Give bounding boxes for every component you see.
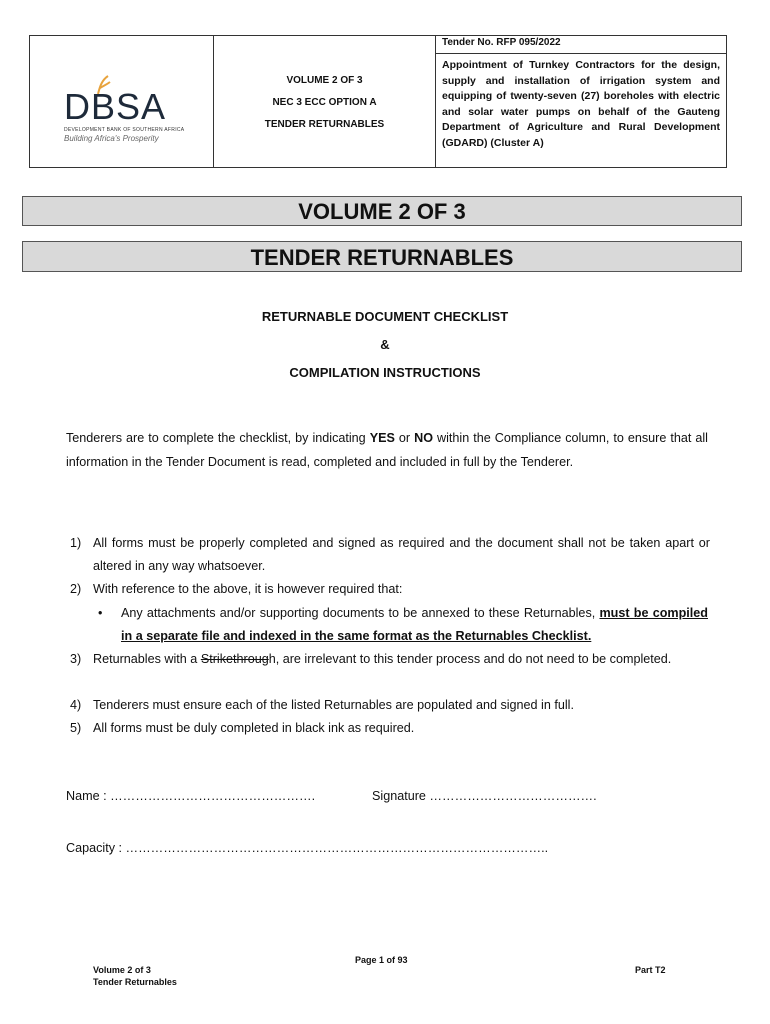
item-text: Tenderers must ensure each of the listed Returnables are populated and signed in full. <box>93 698 574 712</box>
tender-cell <box>436 36 726 167</box>
instruction-item <box>70 532 710 578</box>
logo-wordmark: DBSA <box>64 86 167 127</box>
intro-paragraph <box>66 426 708 474</box>
header-table <box>29 35 727 168</box>
checklist-heading: RETURNABLE DOCUMENT CHECKLIST <box>261 309 509 324</box>
item-text: With reference to the above, it is however required that: <box>93 582 403 596</box>
item-text: All forms must be properly completed and signed as required and the document shall not be taken apart or altered in any way whatsoever. <box>93 536 710 573</box>
bullet-emphasis: must be compiled in a separate file and indexed in the same format as the Returnables Checklist. <box>121 606 708 643</box>
instruction-item <box>70 694 710 717</box>
volume-banner: VOLUME 2 OF 3 <box>22 196 742 226</box>
item-number: 4) <box>70 698 82 712</box>
logo-tagline: Building Africa's Prosperity <box>64 134 159 143</box>
footer-section: Tender Returnables <box>93 977 177 987</box>
volume-cell <box>214 36 436 167</box>
header-section: TENDER RETURNABLES <box>264 119 385 130</box>
name-field[interactable]: Name : …………………………………………. <box>66 789 316 803</box>
intro-text-2: within the Compliance column, to ensure that all information in the Tender Document is read, completed and included in full by the Tenderer. <box>66 431 708 469</box>
bullet-item <box>98 602 708 648</box>
item-text <box>93 648 710 671</box>
intro-no: NO <box>414 431 433 445</box>
item-text-post: h, are irrelevant to this tender process and do not need to be completed. <box>268 652 672 666</box>
footer-part: Part T2 <box>635 965 666 975</box>
item-text: All forms must be duly completed in black ink as required. <box>93 721 415 735</box>
bullet-text <box>121 602 708 648</box>
bullet-text-plain: Any attachments and/or supporting documents to be annexed to these Returnables, <box>121 606 600 620</box>
title-banner: TENDER RETURNABLES <box>22 241 742 272</box>
instruction-item <box>70 717 710 740</box>
instructions-heading: COMPILATION INSTRUCTIONS <box>289 365 481 380</box>
strikethrough-text: Strikethroug <box>200 652 269 666</box>
intro-yes: YES <box>369 431 395 445</box>
bullet-icon: • <box>98 606 103 620</box>
intro-or: or <box>394 431 415 445</box>
item-number: 3) <box>70 652 82 666</box>
instruction-item <box>70 648 710 671</box>
ampersand-heading: & <box>380 337 390 352</box>
logo-subtext: DEVELOPMENT BANK OF SOUTHERN AFRICA <box>64 127 185 133</box>
intro-text-1: Tenderers are to complete the checklist, by indicating <box>66 431 370 445</box>
footer-volume: Volume 2 of 3 <box>93 965 151 975</box>
header-volume: VOLUME 2 OF 3 <box>286 75 363 86</box>
tender-number: Tender No. RFP 095/2022 <box>436 36 726 54</box>
item-text-pre: Returnables with a <box>93 652 201 666</box>
signature-field[interactable]: Signature …………………………………. <box>372 789 597 803</box>
item-number: 2) <box>70 582 82 596</box>
item-number: 5) <box>70 721 82 735</box>
logo-cell <box>30 36 214 167</box>
item-number: 1) <box>70 536 82 550</box>
page-number: Page 1 of 93 <box>355 955 408 965</box>
capacity-field[interactable]: Capacity : ……………………………………………………………………………………….. <box>66 841 549 855</box>
instruction-item <box>70 578 710 601</box>
header-contract: NEC 3 ECC OPTION A <box>272 97 377 108</box>
tender-description: Appointment of Turnkey Contractors for the design, supply and installation of irrigation system and equipping of twenty-seven (27) boreholes with electric and solar water pumps on behalf of the Gauteng Department of Agriculture and Rural Development (GDARD) (Cluster A) <box>442 59 720 149</box>
